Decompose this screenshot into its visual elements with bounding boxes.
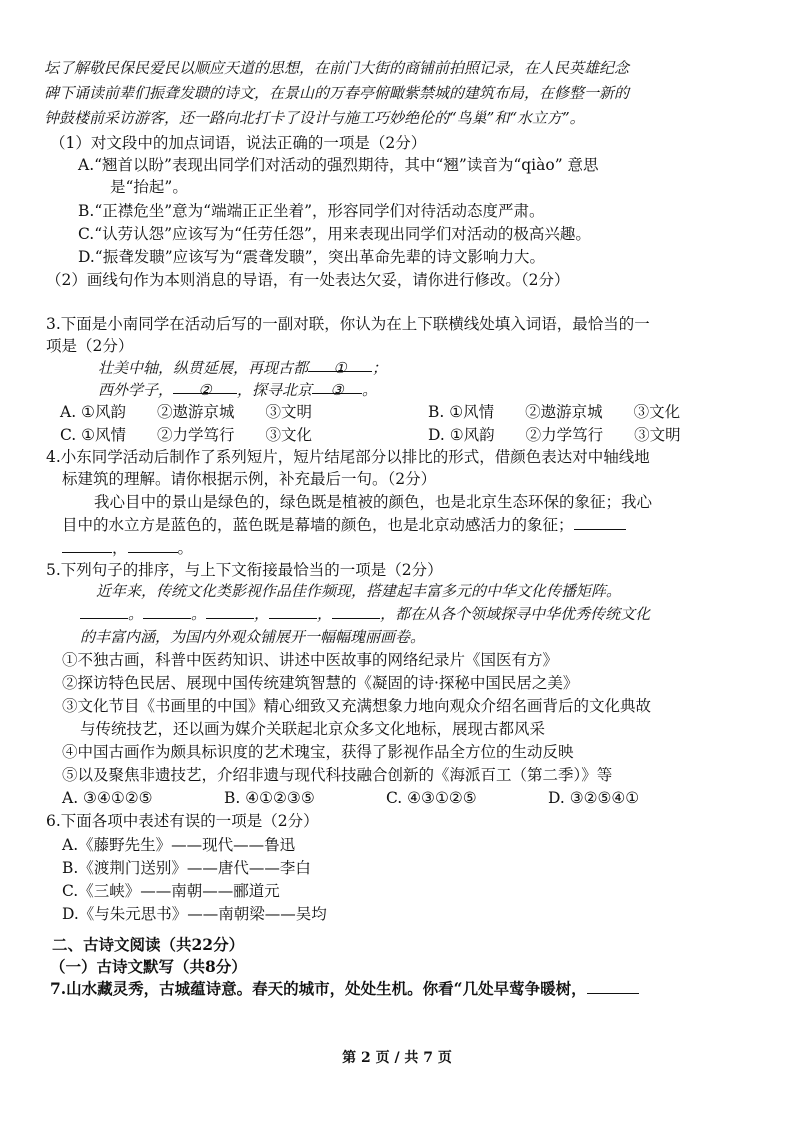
q4-answer-blank-1[interactable] <box>574 515 626 530</box>
q5-blank-2[interactable] <box>143 604 191 619</box>
page-footer: 第 2 页 / 共 7 页 <box>342 1050 452 1066</box>
q4-answer-line <box>62 537 193 559</box>
q3-blank-2-marker: ② <box>198 381 212 399</box>
q4-example-2-text: 目中的水立方是蓝色的，蓝色既是幕墙的颜色，也是北京动感活力的象征； <box>62 516 574 534</box>
q3-option-c: C. ①风情 ②力学笃行 ③文化 <box>60 426 313 444</box>
q3-couplet-2-end: 。 <box>362 381 378 399</box>
q3-blank-2[interactable] <box>173 379 237 399</box>
q5-context-1: 近年来，传统文化类影视作品佳作频现，搭建起丰富多元的中华文化传播矩阵。 <box>96 582 622 600</box>
q5-option-d: D. ③②⑤④① <box>548 789 640 807</box>
q3-blank-3[interactable] <box>312 379 362 399</box>
q6-option-b: B.《渡荆门送别》——唐代——李白 <box>62 859 311 877</box>
q5-blank-4[interactable] <box>269 604 317 619</box>
q3-couplet-2-mid: ，探寻北京 <box>237 381 313 399</box>
q3-couplet-2-text: 西外学子， <box>98 381 174 399</box>
q5-context-2-tail: ，都在从各个领域探寻中华优秀传统文化 <box>380 605 651 623</box>
q3-couplet-1-end: ； <box>372 359 388 377</box>
q1-stem: （1）对文段中的加点词语，说法正确的一项是（2分） <box>50 134 427 152</box>
q3-blank-1-marker: ① <box>333 359 347 377</box>
q5-sentence-3: ③文化节目《书画里的中国》精心细致又充满想象力地向观众介绍名画背后的文化典故 <box>62 697 652 715</box>
q5-sep-2: 。 <box>191 605 207 623</box>
q5-sentence-5: ⑤以及聚焦非遗技艺，介绍非遗与现代科技融合创新的《海派百工（第二季）》等 <box>62 766 613 784</box>
q7-text: 7.山水藏灵秀，古城蕴诗意。春天的城市，处处生机。你看“几处早莺争暖树， <box>50 979 587 998</box>
q6-option-d: D.《与朱元思书》——南朝梁——吴均 <box>62 905 327 923</box>
q3-blank-1[interactable] <box>308 357 372 377</box>
q5-sep-4: ， <box>317 605 333 623</box>
q5-sep-3: ， <box>254 605 270 623</box>
q5-sentence-4: ④中国古画作为颇具标识度的艺术瑰宝，获得了影视作品全方位的生动反映 <box>62 743 574 761</box>
intro-line-3: 钟鼓楼前采访游客，还一路向北打卡了设计与施工巧妙绝伦的“鸟巢”和“水立方”。 <box>44 109 585 127</box>
q6-stem: 6.下面各项中表述有误的一项是（2分） <box>46 812 319 830</box>
q4-answer-end: 。 <box>177 539 194 557</box>
q5-option-b: B. ④①②③⑤ <box>224 789 315 807</box>
q1-option-c: C.“认劳认怨”应该写为“任劳任怨”，用来表现出同学们对活动的极高兴趣。 <box>78 225 591 243</box>
q3-option-d: D. ①风韵 ②力学笃行 ③文明 <box>428 426 681 444</box>
q5-blank-1[interactable] <box>80 604 128 619</box>
q5-sentence-1: ①不独古画，科普中医药知识、讲述中医故事的网络纪录片《国医有方》 <box>62 651 559 669</box>
section-title: 二、古诗文阅读（共22分） <box>52 935 245 954</box>
q5-option-c: C. ④③①②⑤ <box>386 789 477 807</box>
q1-option-d: D.“振聋发聩”应该写为“震聋发聩”，突出革命先辈的诗文影响力大。 <box>78 248 546 266</box>
intro-line-1: 坛了解敬民保民爱民以顺应天道的思想，在前门大街的商铺前拍照记录，在人民英雄纪念 <box>44 59 630 77</box>
intro-line-2: 碑下诵读前辈们振聋发聩的诗文，在景山的万春亭俯瞰紫禁城的建筑布局，在修整一新的 <box>44 84 630 102</box>
q4-answer-blank-2[interactable] <box>62 538 112 553</box>
q4-answer-sep: ， <box>112 539 128 557</box>
q3-option-b: B. ①风情 ②遨游京城 ③文化 <box>428 403 681 421</box>
q3-option-a: A. ①风韵 ②遨游京城 ③文明 <box>60 403 312 421</box>
q1-option-b: B.“正襟危坐”意为“端端正正坐着”，形容同学们对待活动态度严肃。 <box>78 202 545 220</box>
q2-stem: （2）画线句作为本则消息的导语，有一处表达欠妥，请你进行修改。（2分） <box>46 271 570 289</box>
q3-stem-1: 3.下面是小南同学在活动后写的一副对联，你认为在上下联横线处填入词语，最恰当的一 <box>46 315 650 333</box>
q5-stem: 5.下列句子的排序，与上下文衔接最恰当的一项是（2分） <box>46 561 443 579</box>
q4-stem-2: 标建筑的理解。请你根据示例，补充最后一句。（2分） <box>62 470 437 488</box>
q6-option-a: A.《藤野先生》——现代——鲁迅 <box>62 836 296 854</box>
q5-sep-1: 。 <box>128 605 144 623</box>
q5-sentence-3-cont: 与传统技艺，还以画为媒介关联起北京众多文化地标，展现古都风采 <box>80 720 546 738</box>
q5-sentence-2: ②探访特色民居、展现中国传统建筑智慧的《凝固的诗·探秘中国民居之美》 <box>62 674 579 692</box>
q5-blank-5[interactable] <box>332 604 380 619</box>
q3-couplet-1 <box>98 357 387 379</box>
q1-option-a: A.“翘首以盼”表现出同学们对活动的强烈期待，其中“翘”读音为“qiào” 意思 <box>78 156 599 174</box>
q3-blank-3-marker: ③ <box>330 381 344 399</box>
q3-couplet-2 <box>98 379 377 401</box>
q5-option-a: A. ③④①②⑤ <box>62 789 153 807</box>
q5-context-3: 的丰富内涵，为国内外观众铺展开一幅幅瑰丽画卷。 <box>80 628 426 646</box>
q4-example-2 <box>62 514 626 536</box>
q5-context-2 <box>80 603 650 625</box>
q4-answer-blank-3[interactable] <box>128 538 178 553</box>
q3-couplet-1-text: 壮美中轴，纵贯延展，再现古都 <box>98 359 309 377</box>
q4-example-1: 我心目中的景山是绿色的，绿色既是植被的颜色，也是北京生态环保的象征；我心 <box>94 493 653 511</box>
q7-answer-blank[interactable] <box>587 979 639 994</box>
q7-line <box>50 978 639 1000</box>
q4-stem-1: 4.小东同学活动后制作了系列短片，短片结尾部分以排比的形式，借颜色表达对中轴线地 <box>46 448 650 466</box>
section-subtitle: （一）古诗文默写（共8分） <box>50 957 247 976</box>
q1-option-a-cont: 是“抬起”。 <box>110 178 188 196</box>
q6-option-c: C.《三峡》——南朝——郦道元 <box>62 882 280 900</box>
q3-stem-2: 项是（2分） <box>46 337 134 355</box>
q5-blank-3[interactable] <box>206 604 254 619</box>
